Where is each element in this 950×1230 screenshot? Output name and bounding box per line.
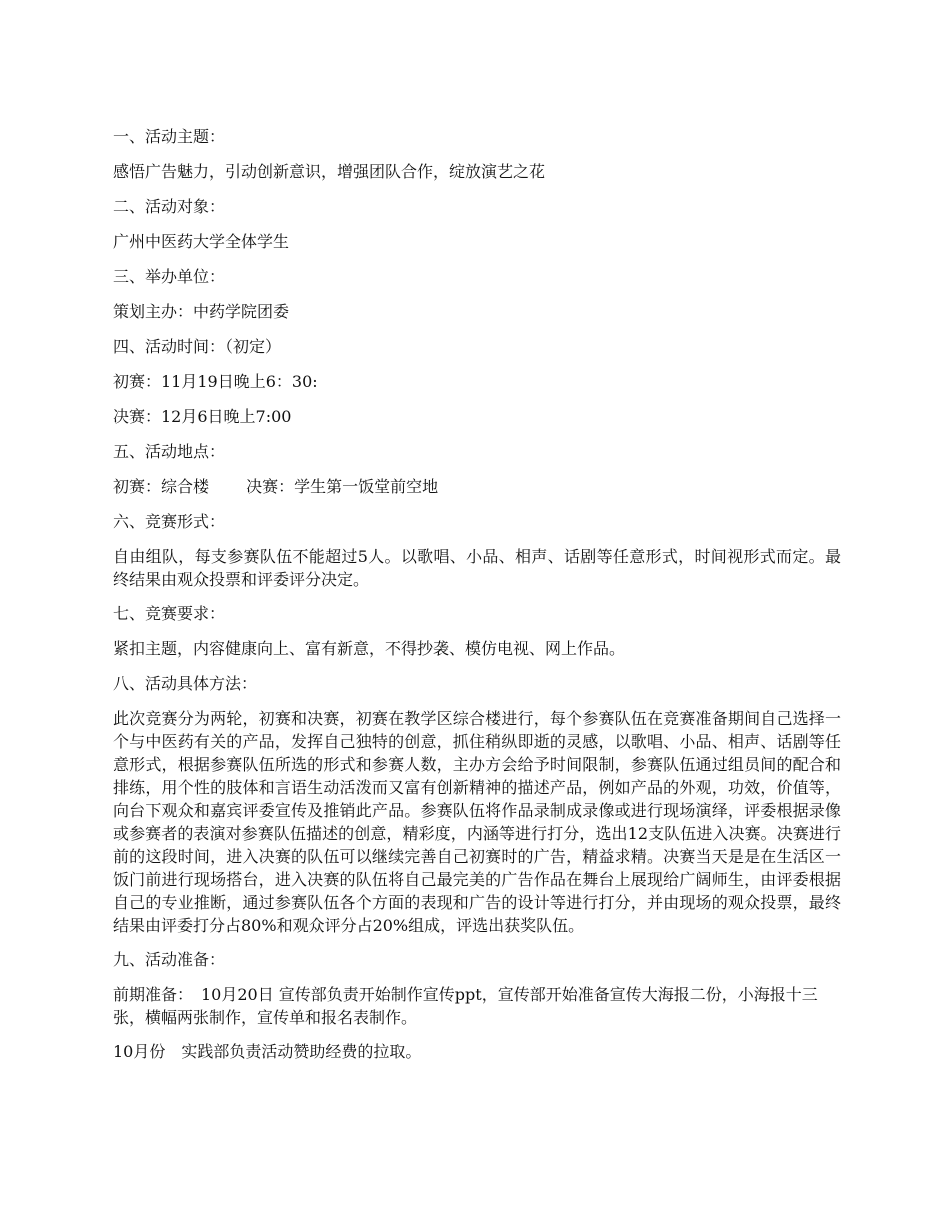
preparation-october-text: 10月份 实践部负责活动赞助经费的拉取。 xyxy=(113,1042,422,1061)
document-body xyxy=(113,125,841,1075)
section-heading-location: 五、活动地点： xyxy=(113,442,226,461)
audience-text: 广州中医药大学全体学生 xyxy=(113,232,290,251)
section-heading-preparation: 九、活动准备： xyxy=(113,950,226,969)
final-time-text: 决赛：12月6日晚上7:00 xyxy=(113,407,292,426)
prelim-time-text: 初赛：11月19日晚上6：30: xyxy=(113,372,318,391)
section-heading-theme: 一、活动主题： xyxy=(113,127,226,146)
format-text: 自由组队，每支参赛队伍不能超过5人。以歌唱、小品、相声、话剧等任意形式，时间视形式而定。最终结果由观众投票和评委评分决定。 xyxy=(113,547,841,589)
section-heading-requirements: 七、竞赛要求： xyxy=(113,604,226,623)
organizer-text: 策划主办：中药学院团委 xyxy=(113,302,290,321)
section-heading-time: 四、活动时间：（初定） xyxy=(113,337,282,356)
preparation-text: 前期准备： 10月20日 宣传部负责开始制作宣传ppt，宣传部开始准备宣传大海报二份，小海报十三张，横幅两张制作，宣传单和报名表制作。 xyxy=(113,985,818,1027)
theme-text: 感悟广告魅力，引动创新意识，增强团队合作，绽放演艺之花 xyxy=(113,162,546,181)
requirements-text: 紧扣主题，内容健康向上、富有新意，不得抄袭、模仿电视、网上作品。 xyxy=(113,639,626,658)
method-text: 此次竞赛分为两轮，初赛和决赛，初赛在教学区综合楼进行，每个参赛队伍在竞赛准备期间自己选择一个与中医药有关的产品，发挥自己独特的创意，抓住稍纵即逝的灵感，以歌唱、小品、相声、话剧等任意形式，根据参赛队伍所选的形式和参赛人数，主办方会给予时间限制，参赛队伍通过组员间的配合和排练，用个性的肢体和言语生动活泼而又富有创新精神的描述产品，例如产品的外观，功效，价值等，向台下观众和嘉宾评委宣传及推销此产品。参赛队伍将作品录制成录像或进行现场演绎，评委根据录像或参赛者的表演对参赛队伍描述的创意，精彩度，内涵等进行打分，选出12支队伍进入决赛。决赛进行前的这段时间，进入决赛的队伍可以继续完善自己初赛时的广告，精益求精。决赛当天是是在生活区一饭门前进行现场搭台，进入决赛的队伍将自己最完美的广告作品在舞台上展现给广阔师生，由评委根据自己的专业推断，通过参赛队伍各个方面的表现和广告的设计等进行打分，并由现场的观众投票，最终结果由评委打分占80%和观众评分占20%组成，评选出获奖队伍。 xyxy=(113,709,841,935)
location-text: 初赛：综合楼 决赛：学生第一饭堂前空地 xyxy=(113,477,439,496)
section-heading-audience: 二、活动对象： xyxy=(113,197,226,216)
section-heading-organizer: 三、举办单位： xyxy=(113,267,226,286)
section-heading-method: 八、活动具体方法： xyxy=(113,674,258,693)
section-heading-format: 六、竞赛形式： xyxy=(113,512,226,531)
